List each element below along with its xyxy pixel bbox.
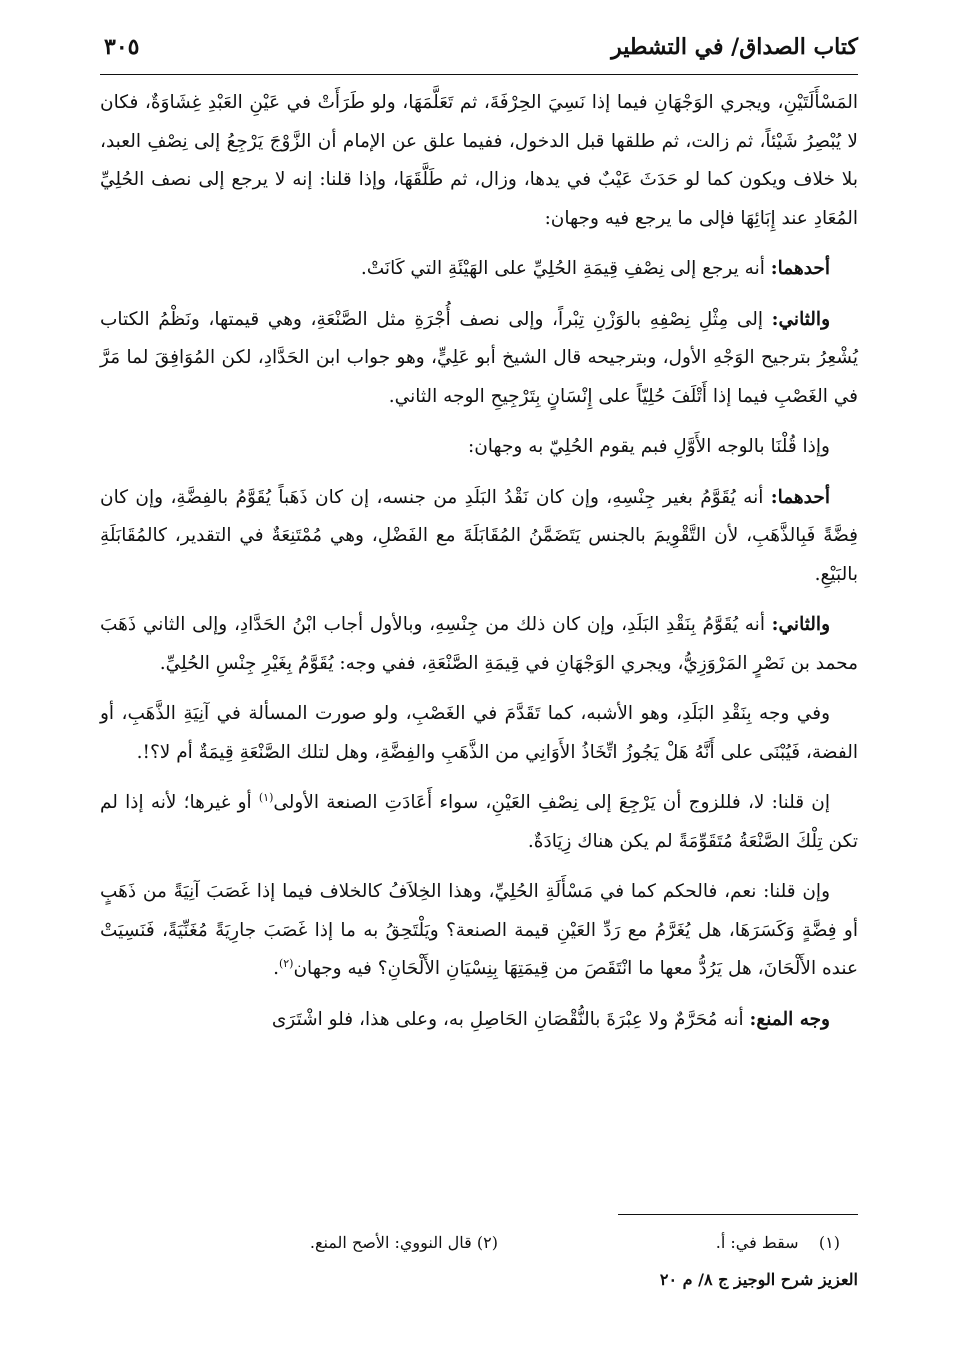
paragraph-6 [100, 606, 858, 683]
footnote-1 [716, 1230, 840, 1256]
paragraph-text: إلى مِثْلِ نِصْفِهِ بالوَزْنِ تِبْراً، وإلى نصف أُجْرَةِ مثل الصَّنْعَةِ، وهي قيمتها، ونَظْمُ الكتاب يُشْعِرُ بترجيح الوَجْهِ الأول، وبترجيحه قال الشيخ أبو عَلِيٍّ، وهو جواب ابن الحَدَّادِ، لكن المُوَافِقَ لما مَرَّ في الغَصْبِ فيما إذا أَتْلَفَ حُلِيّاً على إِنْسَانٍ بِتَرْجِيحِ الوجه الثاني. [100, 308, 858, 407]
footnote-text: قال النووي: الأصح المنع. [309, 1233, 472, 1252]
footnote-2 [310, 1230, 498, 1256]
footnote-rule [618, 1214, 858, 1215]
paragraph-9 [100, 873, 858, 989]
paragraph-3 [100, 301, 858, 417]
paragraph-text: وإن قلنا: نعم، فالحكم كما في مَسْأَلَةِ الحُلِيِّ، وهذا الخِلاَفُ كالخلاف فيما إذا غَصَبَ آنِيَةً من ذَهَبٍ أو فِضَّةٍ وَكَسَرَهَا، هل يُغَرَّمُ مع رَدِّ العَيْنِ قيمة الصنعة؟ ويَلْتَحِقُ به ما إذا غَصَبَ جارِيَةً مُغَنِّيَةً، فَنَسِيَتْ عنده الأَلْحَانَ، هل يَرُدُّ معها ما انْتَقَصَ من قِيمَتِهَا بِنِسْيَانِ الأَلْحَانِ؟ فيه وجهان [100, 881, 858, 979]
paragraph-text: أنه مُحَرَّمٌ ولا عِبْرَةَ بالنُّقْصَانِ الحَاصِلِ به، وعلى هذا، فلو اشْتَرَى [271, 1008, 744, 1030]
paragraph-text: المَسْأَلَتَيْنِ، ويجري الوَجْهَانِ فيما إذا نَسِيَ الحِرْفَةَ، ثم تَعَلَّمَهَا، ولو طَرَأَتْ في عَيْنِ العَبْدِ غِشَاوَةٌ، فكان لا يُبْصِرُ شَيْئاً، ثم زالت، ثم طلقها قبل الدخول، ففيما علق عن الإمام أن الزَّوْجَ يَرْجِعُ إلى نِصْفِ العبد، بلا خلاف ويكون كما لو حَدَثَ عَيْبٌ في يدها، وزال، ثم طَلَّقَهَا، وإذا قلنا: إنه لا يرجع إلى نصف الحُلِيِّ المُعَادِ عند إِبَائِهَا فإلى ما يرجع فيه وجهان: [100, 92, 858, 229]
footnote-ref-1[interactable]: (١) [258, 790, 274, 804]
footnote-marker: (٢) [476, 1233, 498, 1252]
paragraph-text-continued: أو غيرها؛ لأنه إذا لم تكن تِلْكَ الصَّنْعَةُ مُتَقَوِّمَةً لم يكن هناك زِيَادَةٌ. [100, 792, 858, 852]
paragraph-text: وإذا قُلْنَا بالوجه الأَوَّلِ فبم يقوم الحُلِيّ به وجهان: [467, 436, 830, 457]
footnotes [100, 1230, 858, 1256]
paragraph-text: أنه يُقَوَّمُ بِنَقْدِ البَلَدِ، وإن كان ذلك من جِنْسِهِ، وبالأول أجاب ابْنُ الحَدَّادِ، وإلى الثاني ذَهَبَ محمد بن نَصْرٍ المَرْوَزِيُّ، ويجري الوَجْهَانِ في قِيمَةِ الصَّنْعَةِ، ففي وجه: يُقَوَّمُ بِغَيْرِ جِنْسِ الحُلِيِّ. [100, 614, 858, 674]
running-head: كتاب الصداق/ في التشطير [611, 34, 858, 60]
paragraph-lead: وجه المنع: [749, 1008, 830, 1030]
footnote-ref-2[interactable]: (٢) [278, 956, 294, 970]
footnote-marker: (١) [818, 1233, 840, 1252]
paragraph-4 [100, 428, 858, 467]
paragraph-8 [100, 784, 858, 861]
paragraph-1 [100, 84, 858, 238]
paragraph-text: أنه يرجع إلى نِصْفِ قِيمَةِ الحُلِيِّ على الهَيْئَةِ التي كَانَتْ. [360, 258, 765, 279]
header-rule [100, 74, 858, 75]
main-text [100, 84, 858, 1051]
footnote-text: سقط في: أ. [715, 1233, 799, 1252]
paragraph-lead: أحدهما: [770, 258, 830, 279]
paragraph-text-continued: . [273, 958, 279, 979]
signature-line: العزيز شرح الوجيز ج ٨/ م ٢٠ [659, 1270, 858, 1289]
paragraph-lead: والثاني: [771, 308, 830, 330]
paragraph-lead: أحدهما: [770, 486, 830, 508]
paragraph-text: أنه يُقَوَّمُ بغير جِنْسِهِ، وإن كان نَقْدُ البَلَدِ من جنسه، إن كان ذَهَباً يُقَوَّمُ بالفِضَّةِ، وإن كان فِضَّةً فَبِالذَّهَبِ، لأن التَّقْوِيمَ بالجنس يَتَضَمَّنُ المُقَابَلَةَ مع الفَضْلِ، وهي مُمْتَنِعَةٌ في التقدير، كالمُقَابَلَةِ بالبَيْعِ. [100, 486, 858, 585]
paragraph-2 [100, 250, 858, 289]
page-header [100, 28, 858, 68]
paragraph-text: وفي وجه بِنَقْدِ البَلَدِ، وهو الأشبه، كما تَقَدَّمَ في الغَصْبِ، ولو صورت المسألة في آنِيَةِ الذَّهَبِ، أو الفضة، فَيُبْنَى على أَنَّهُ هَلْ يَجُوزُ اتِّخَاذُ الأَوَانِي من الذَّهَبِ والفِضَّةِ، وهل لتلك الصَّنْعَةِ قِيمَةٌ أم لا؟!. [100, 703, 858, 763]
paragraph-7 [100, 695, 858, 772]
paragraph-10 [100, 1001, 858, 1040]
paragraph-text: إن قلنا: لا، فللزوج أن يَرْجِعَ إلى نِصْفِ العَيْنِ، سواء أَعَادَتِ الصنعة الأولى [273, 792, 830, 813]
paragraph-5 [100, 479, 858, 595]
paragraph-lead: والثاني: [771, 614, 830, 635]
page-number: ٣٠٥ [104, 34, 140, 60]
